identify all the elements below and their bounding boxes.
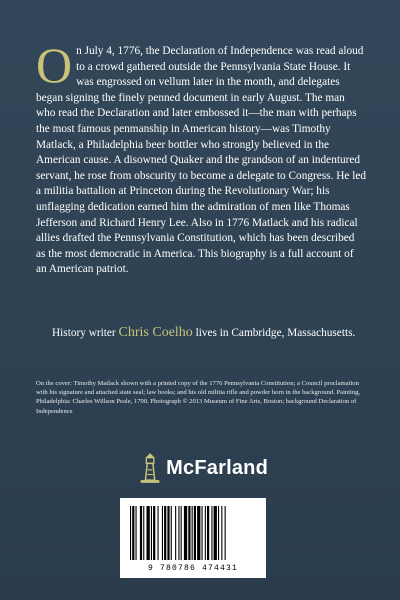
barcode-bar <box>158 506 159 560</box>
author-bio-suffix: lives in Cambridge, Massachusetts. <box>192 327 356 339</box>
barcode-bar <box>202 506 203 560</box>
blurb-text: n July 4, 1776, the Declaration of Independence was read aloud to a crowd gathered outside the Pennsylvania State House. It was engrossed on vellum later in the month, and delegates began signing the finely penned document in early August. The man who read the Declaration and later embossed it—the man with perhaps the most famous penmanship in American history—was Timothy Matlack, a Philadelphia beer bottler who strongly believed in the American cause. A disowned Quaker and the grandson of an indentured servant, he rose from obscurity to become a delegate to Congress. He led a militia battalion at Princeton during the Revolutionary War; his unflagging dedication earned him the admiration of men like Thomas Jefferson and Richard Henry Lee. Also in 1776 Matlack and his radical allies drafted the Pennsylvania Constitution, which has been described as the most democratic in America. This biography is a full account of an American patriot. <box>36 45 367 276</box>
barcode-bar <box>188 506 190 560</box>
cover-credit: On the cover: Timothy Matlack shown with a printed copy of the 1776 Pennsylvania Constitution; a Council proclamation with his signature and attached state seal; law books; and his old militia rifle and powder horn in the background. Painting, Philadelphia: Charles Willson Peale, 1790. Photograph © 2013 Museum of Fine Arts, Boston; background Declaration of Independence <box>36 380 361 415</box>
author-name: Chris Coelho <box>118 325 193 340</box>
book-blurb <box>36 37 367 278</box>
barcode-bar <box>205 506 206 560</box>
lighthouse-logo-icon <box>138 451 162 485</box>
barcode <box>120 498 266 578</box>
barcode-bar <box>167 506 169 560</box>
barcode-bar <box>207 506 209 560</box>
drop-cap: O <box>36 37 73 93</box>
publisher-block <box>138 450 268 486</box>
barcode-bar <box>218 506 219 560</box>
barcode-bar <box>153 506 155 560</box>
barcode-bar <box>184 506 187 560</box>
barcode-bar <box>194 506 196 560</box>
barcode-bars <box>128 506 258 562</box>
barcode-bar <box>130 506 131 560</box>
barcode-bar <box>197 506 200 560</box>
barcode-bar <box>214 506 217 560</box>
isbn-number: 9 780786 474431 <box>147 564 238 573</box>
author-bio-prefix: History writer <box>52 327 119 339</box>
barcode-bar <box>192 506 193 560</box>
barcode-bar <box>162 506 163 560</box>
barcode-bar <box>178 506 179 560</box>
author-bio <box>52 325 362 342</box>
barcode-bar <box>171 506 172 560</box>
barcode-bar <box>136 506 137 560</box>
barcode-bar <box>221 506 222 560</box>
barcode-bar <box>225 506 226 560</box>
publisher-name: McFarland <box>166 456 268 479</box>
barcode-bar <box>181 506 182 560</box>
barcode-bar <box>147 506 150 560</box>
barcode-bar <box>164 506 166 560</box>
barcode-bar <box>211 506 212 560</box>
barcode-bar <box>151 506 152 560</box>
barcode-bar <box>132 506 134 560</box>
barcode-bar <box>140 506 142 560</box>
barcode-bar <box>143 506 144 560</box>
barcode-bar <box>175 506 176 560</box>
